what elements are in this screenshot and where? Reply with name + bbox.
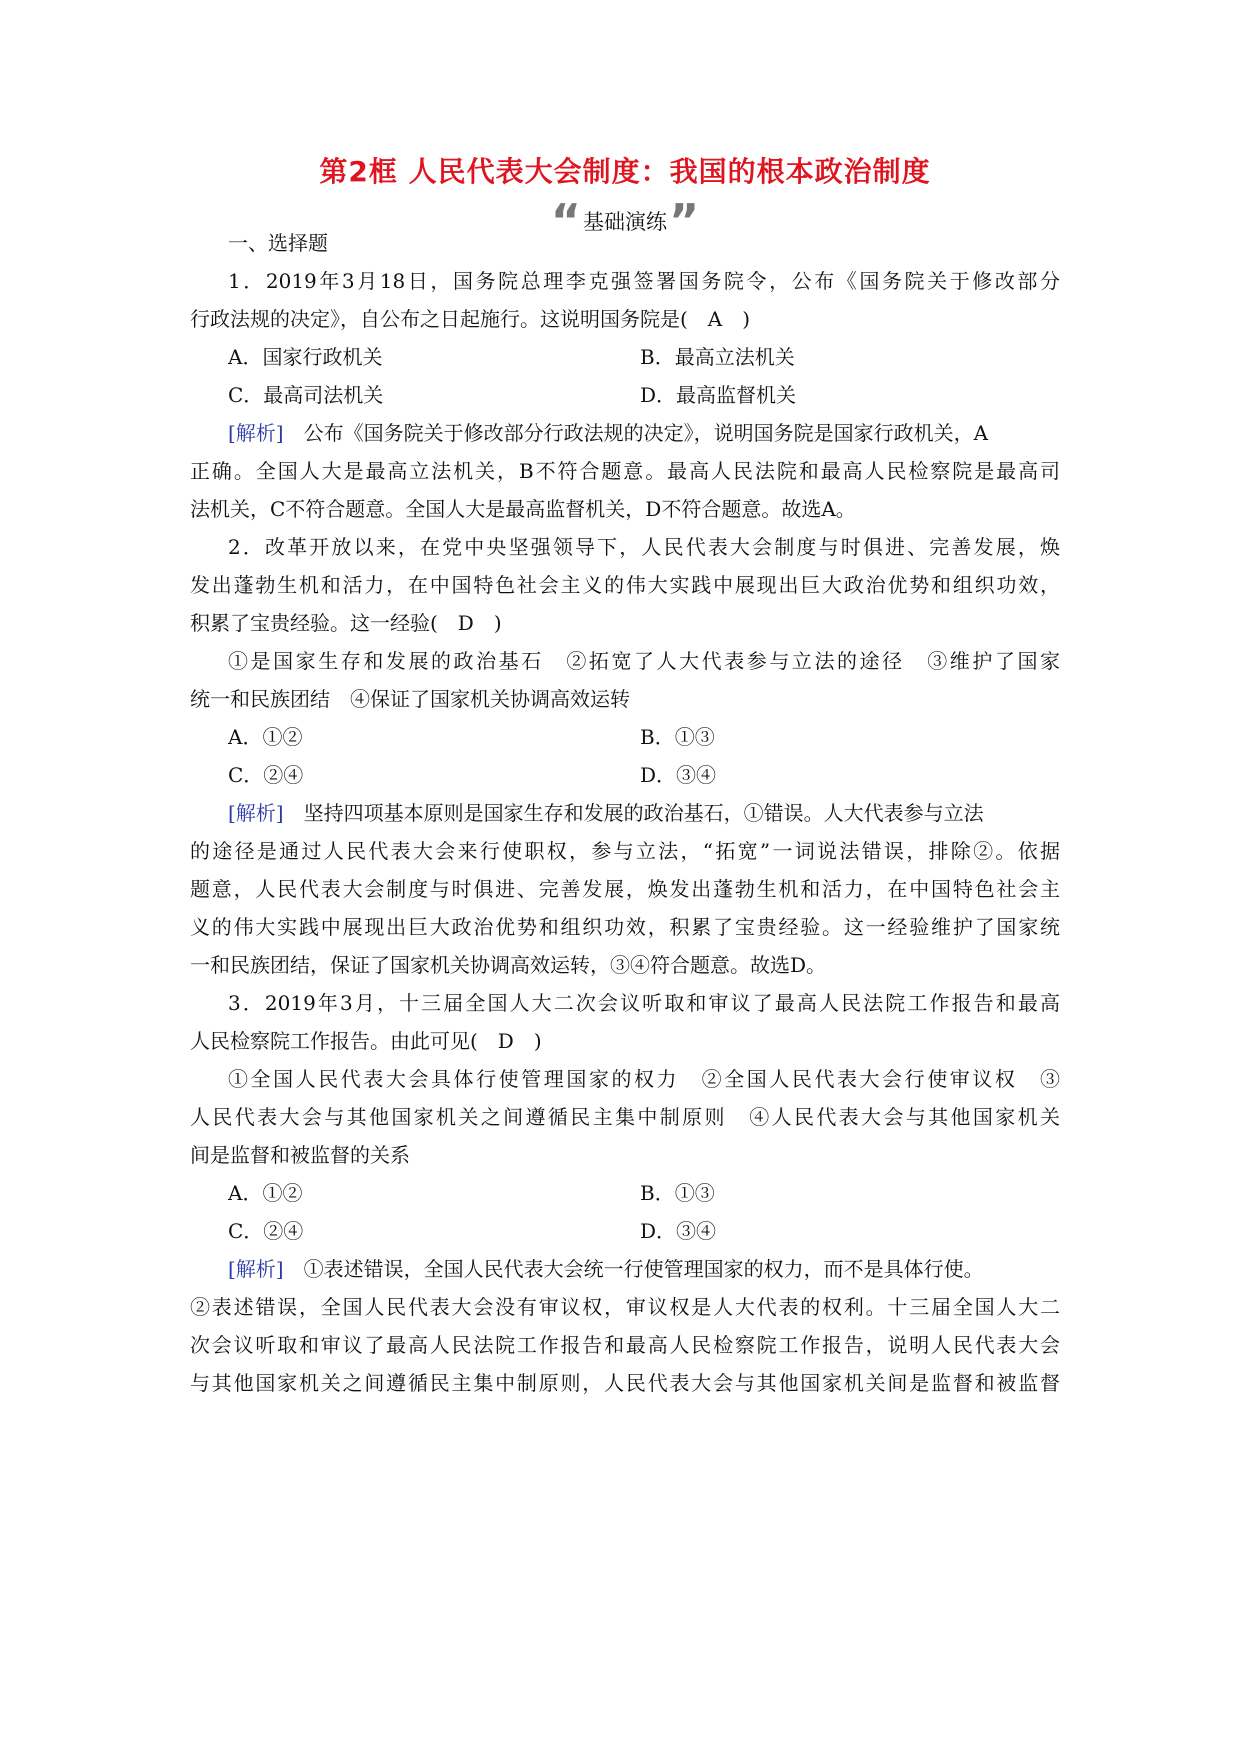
q3-option-a: A．①② <box>228 1181 303 1205</box>
q1-stem-line: 1．2019年3月18日，国务院总理李克强签署国务院令，公布《国务院关于修改部分 <box>228 269 1060 293</box>
q1-analysis-text: 公布《国务院关于修改部分行政法规的决定》，说明国务院是国家行政机关，A <box>283 421 989 445</box>
q2-analysis-line: 义的伟大实践中展现出巨大政治优势和组织功效，积累了宝贵经验。这一经验维护了国家统 <box>190 915 1060 939</box>
q1-option-b: B．最高立法机关 <box>640 345 795 369</box>
q1-option-a: A．国家行政机关 <box>228 345 383 369</box>
section-label: 基础演练 <box>583 210 667 234</box>
q3-stem-line: 人民检察院工作报告。由此可见( D ) <box>190 1029 542 1053</box>
close-quote-icon: ” <box>669 193 700 248</box>
q2-analysis-line: 题意，人民代表大会制度与时俱进、完善发展，焕发出蓬勃生机和活力，在中国特色社会主 <box>190 877 1060 901</box>
page-title: 第2框 人民代表大会制度：我国的根本政治制度 <box>319 155 931 188</box>
q3-analysis-line: ②表述错误，全国人民代表大会没有审议权，审议权是人大代表的权利。十三届全国人大二 <box>190 1295 1060 1319</box>
q3-analysis-line <box>228 1254 1060 1284</box>
q2-option-c: C．②④ <box>228 763 304 787</box>
q1-stem-line: 行政法规的决定》，自公布之日起施行。这说明国务院是( A ) <box>190 307 751 331</box>
q2-stem-line: 2．改革开放以来，在党中央坚强领导下，人民代表大会制度与时俱进、完善发展，焕 <box>228 535 1060 559</box>
q3-analysis-line: 次会议听取和审议了最高人民法院工作报告和最高人民检察院工作报告，说明人民代表大会 <box>190 1333 1060 1357</box>
q3-option-c: C．②④ <box>228 1219 304 1243</box>
section-heading: 一、选择题 <box>228 231 328 255</box>
q1-option-c: C．最高司法机关 <box>228 383 384 407</box>
q1-option-d: D．最高监督机关 <box>640 383 797 407</box>
q3-statement-line: 人民代表大会与其他国家机关之间遵循民主集中制原则 ④人民代表大会与其他国家机关 <box>190 1105 1060 1129</box>
q2-stem-line: 发出蓬勃生机和活力，在中国特色社会主义的伟大实践中展现出巨大政治优势和组织功效， <box>190 573 1060 597</box>
q2-analysis-line: 的途径是通过人民代表大会来行使职权，参与立法，“拓宽”一词说法错误，排除②。依据 <box>190 839 1060 863</box>
analysis-tag: [解析] <box>228 1257 284 1281</box>
q3-option-b: B．①③ <box>640 1181 715 1205</box>
q2-option-d: D．③④ <box>640 763 717 787</box>
q2-analysis-text: 坚持四项基本原则是国家生存和发展的政治基石，①错误。人大代表参与立法 <box>283 801 984 825</box>
q3-analysis-text: ①表述错误，全国人民代表大会统一行使管理国家的权力，而不是具体行使。 <box>283 1257 984 1281</box>
open-quote-icon: “ <box>550 193 581 248</box>
q3-option-d: D．③④ <box>640 1219 717 1243</box>
q2-analysis-line <box>228 798 1060 828</box>
q2-statement-line: 统一和民族团结 ④保证了国家机关协调高效运转 <box>190 687 630 711</box>
analysis-tag: [解析] <box>228 421 284 445</box>
q2-option-a: A．①② <box>228 725 303 749</box>
q1-analysis-line <box>228 418 1060 448</box>
q3-analysis-line: 与其他国家机关之间遵循民主集中制原则，人民代表大会与其他国家机关间是监督和被监督 <box>190 1371 1060 1395</box>
analysis-tag: [解析] <box>228 801 284 825</box>
q2-stem-line: 积累了宝贵经验。这一经验( D ) <box>190 611 502 635</box>
q2-statement-line: ①是国家生存和发展的政治基石 ②拓宽了人大代表参与立法的途径 ③维护了国家 <box>228 649 1060 673</box>
q1-analysis-line: 正确。全国人大是最高立法机关，B不符合题意。最高人民法院和最高人民检察院是最高司 <box>190 459 1060 483</box>
q3-stem-line: 3．2019年3月，十三届全国人大二次会议听取和审议了最高人民法院工作报告和最高 <box>228 991 1060 1015</box>
q2-option-b: B．①③ <box>640 725 715 749</box>
q3-statement-line: ①全国人民代表大会具体行使管理国家的权力 ②全国人民代表大会行使审议权 ③ <box>228 1067 1060 1091</box>
q2-analysis-line: 一和民族团结，保证了国家机关协调高效运转，③④符合题意。故选D。 <box>190 953 827 977</box>
q1-analysis-line: 法机关，C不符合题意。全国人大是最高监督机关，D不符合题意。故选A。 <box>190 497 856 521</box>
q3-statement-line: 间是监督和被监督的关系 <box>190 1143 410 1167</box>
